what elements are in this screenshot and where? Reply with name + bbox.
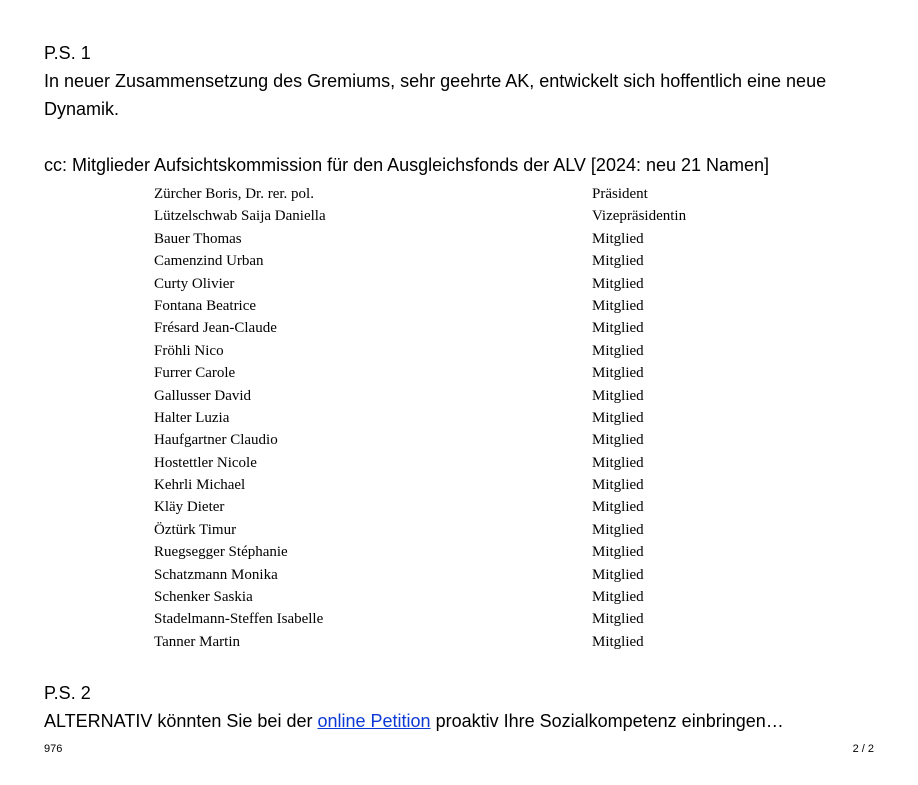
member-row (154, 273, 714, 295)
member-role: Mitglied (592, 633, 644, 650)
member-name: Schatzmann Monika (154, 566, 278, 583)
member-name: Ruegsegger Stéphanie (154, 544, 288, 561)
member-role: Mitglied (592, 566, 644, 583)
footer-doc-number: 976 (44, 743, 63, 755)
ps2-text (44, 710, 784, 732)
member-row (154, 631, 714, 653)
member-role: Vizepräsidentin (592, 208, 687, 225)
member-role: Mitglied (592, 297, 644, 314)
member-row (154, 385, 714, 407)
member-name: Kehrli Michael (154, 477, 246, 494)
member-role: Mitglied (592, 432, 644, 449)
member-row (154, 452, 714, 474)
member-role: Mitglied (592, 409, 644, 426)
online-petition-link[interactable]: online Petition (317, 711, 431, 731)
member-role: Mitglied (592, 253, 644, 270)
member-name: Frésard Jean-Claude (154, 320, 277, 337)
cc-heading: cc: Mitglieder Aufsichtskommission für den Ausgleichsfonds der ALV [2024: neu 21 Namen] (44, 155, 770, 175)
ps1-heading: P.S. 1 (44, 43, 91, 63)
ps2-text-before: ALTERNATIV könnten Sie bei der (44, 711, 318, 731)
member-row (154, 228, 714, 250)
member-row (154, 340, 714, 362)
member-name: Curty Olivier (154, 275, 235, 292)
member-name: Schenker Saskia (154, 589, 253, 606)
footer-page-number: 2 / 2 (852, 743, 874, 755)
member-role: Mitglied (592, 230, 644, 247)
member-role: Mitglied (592, 477, 644, 494)
member-name: Stadelmann-Steffen Isabelle (154, 611, 324, 628)
ps1-text-line1: In neuer Zusammensetzung des Gremiums, sehr geehrte AK, entwickelt sich hoffentlich eine neue (44, 71, 827, 91)
member-row (154, 429, 714, 451)
member-row (154, 474, 714, 496)
member-list (154, 183, 714, 653)
member-name: Camenzind Urban (154, 253, 264, 270)
member-role: Mitglied (592, 365, 644, 382)
member-role: Präsident (592, 186, 648, 202)
member-role: Mitglied (592, 454, 644, 471)
member-name: Kläy Dieter (154, 499, 225, 516)
member-row (154, 407, 714, 429)
member-role: Mitglied (592, 275, 644, 292)
member-name: Zürcher Boris, Dr. rer. pol. (154, 186, 314, 202)
member-row (154, 519, 714, 541)
member-name: Halter Luzia (154, 409, 230, 426)
member-name: Furrer Carole (154, 365, 236, 382)
member-role: Mitglied (592, 544, 644, 561)
member-row (154, 586, 714, 608)
member-name: Hostettler Nicole (154, 454, 257, 471)
member-role: Mitglied (592, 611, 644, 628)
member-role: Mitglied (592, 342, 644, 359)
member-role: Mitglied (592, 387, 644, 404)
member-role: Mitglied (592, 499, 644, 516)
ps2-text-after: proaktiv Ihre Sozialkompetenz einbringen… (430, 711, 784, 731)
member-row (154, 295, 714, 317)
member-name: Haufgartner Claudio (154, 432, 278, 449)
member-row (154, 183, 714, 205)
member-role: Mitglied (592, 589, 644, 606)
member-name: Fröhli Nico (154, 342, 224, 359)
member-row (154, 362, 714, 384)
member-row (154, 205, 714, 227)
member-role: Mitglied (592, 521, 644, 538)
member-row (154, 564, 714, 586)
member-name: Öztürk Timur (154, 521, 237, 538)
ps1-text-line2: Dynamik. (44, 99, 120, 119)
member-name: Bauer Thomas (154, 230, 242, 247)
ps2-heading: P.S. 2 (44, 683, 91, 703)
member-role: Mitglied (592, 320, 644, 337)
member-name: Gallusser David (154, 387, 252, 404)
member-row (154, 250, 714, 272)
member-row (154, 317, 714, 339)
member-row (154, 496, 714, 518)
member-row (154, 541, 714, 563)
member-name: Lützelschwab Saija Daniella (154, 208, 326, 225)
member-name: Fontana Beatrice (154, 297, 257, 314)
member-name: Tanner Martin (154, 633, 241, 650)
member-row (154, 608, 714, 630)
